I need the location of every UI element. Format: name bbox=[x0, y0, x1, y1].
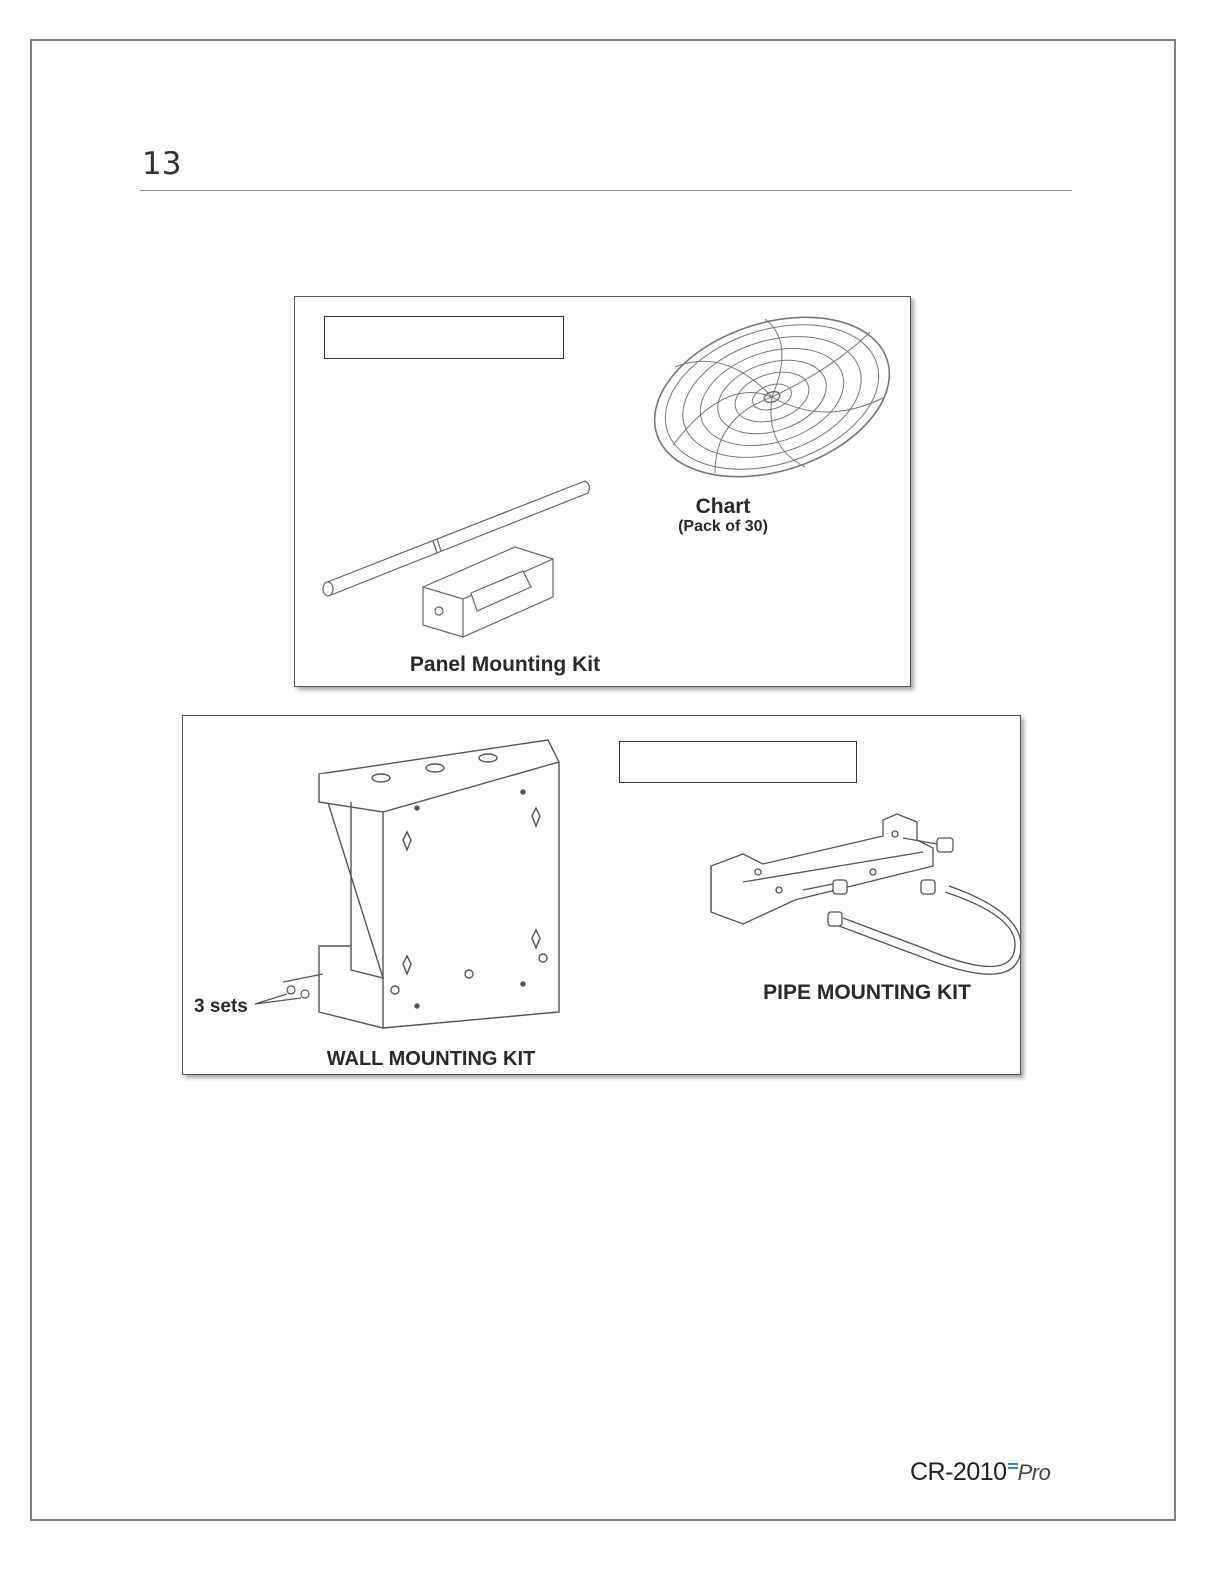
footer-model: CR-2010 bbox=[910, 1458, 1007, 1486]
header-rule bbox=[140, 190, 1072, 191]
chart-disk-illustration bbox=[634, 297, 910, 505]
chart-label: Chart bbox=[695, 495, 751, 518]
wall-bracket-illustration bbox=[319, 740, 559, 1028]
sets-label: 3 sets bbox=[194, 996, 248, 1017]
footer-suffix: Pro bbox=[1017, 1460, 1051, 1485]
brand-mark-icon bbox=[1008, 1463, 1018, 1472]
footer-model-logo bbox=[910, 1458, 1050, 1487]
top-figure-illustration bbox=[295, 297, 910, 686]
chart-sublabel: (Pack of 30) bbox=[678, 518, 768, 535]
panel-kit-label: Panel Mounting Kit bbox=[409, 653, 601, 676]
screw-set-illustration bbox=[255, 974, 323, 1004]
panel-bracket-illustration bbox=[423, 547, 553, 637]
accessories-figure-bottom bbox=[182, 715, 1021, 1075]
wall-kit-label: WALL MOUNTING KIT bbox=[326, 1048, 536, 1070]
pipe-kit-label: PIPE MOUNTING KIT bbox=[763, 981, 971, 1004]
bottom-figure-illustration bbox=[183, 716, 1020, 1074]
page-number: 13 bbox=[142, 146, 182, 182]
pipe-bracket-illustration bbox=[711, 814, 1020, 974]
accessories-figure-top bbox=[294, 296, 911, 687]
